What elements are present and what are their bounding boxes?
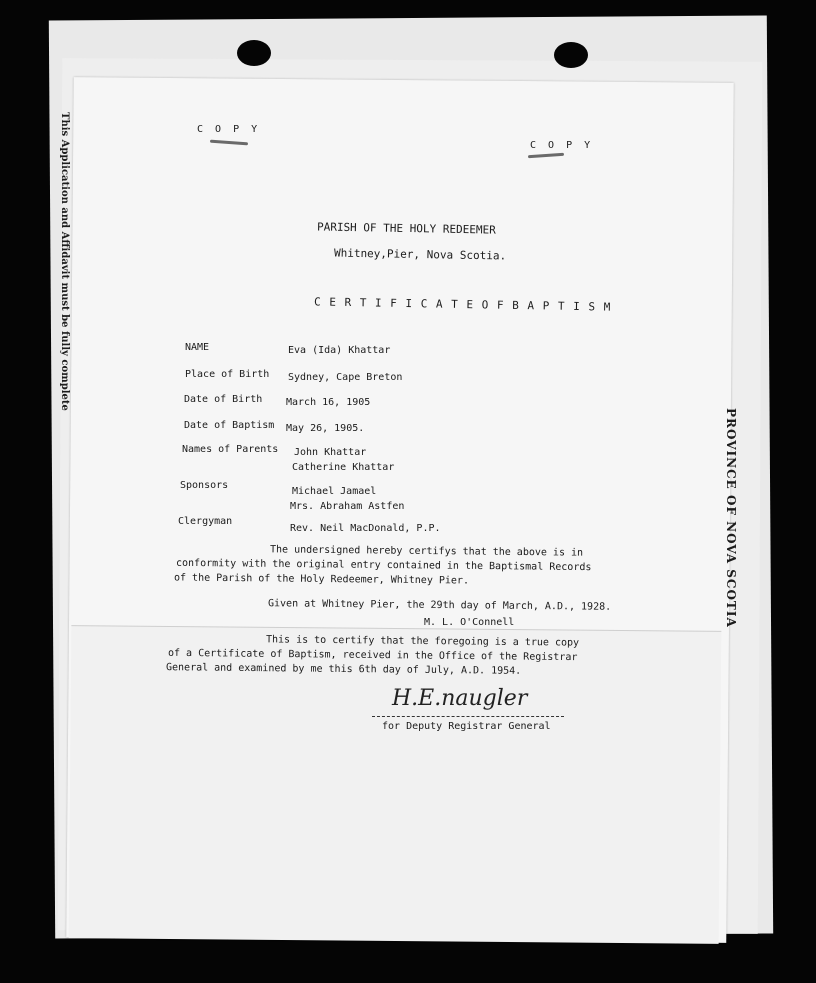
sponsors-label: Sponsors bbox=[180, 480, 229, 491]
place-of-birth-value: Sydney, Cape Breton bbox=[288, 372, 403, 383]
date-of-baptism-value: May 26, 1905. bbox=[286, 423, 365, 434]
parent-mother: Catherine Khattar bbox=[292, 462, 395, 473]
parish-signer: M. L. O'Connell bbox=[424, 617, 515, 628]
punch-hole-right bbox=[554, 42, 588, 68]
registrar-line-2: of a Certificate of Baptism, received in the Office of the Registrar bbox=[167, 647, 578, 664]
clergyman-value: Rev. Neil MacDonald, P.P. bbox=[290, 523, 441, 534]
registrar-line-1: This is to certify that the foregoing is a true copy bbox=[265, 634, 580, 649]
name-value: Eva (Ida) Khattar bbox=[288, 345, 391, 356]
certify-line-1: The undersigned hereby certifys that the above is in bbox=[269, 544, 584, 559]
parent-father: John Khattar bbox=[294, 447, 367, 458]
sponsor-two: Mrs. Abraham Astfen bbox=[290, 501, 405, 512]
name-label: NAME bbox=[185, 342, 210, 353]
sponsor-one: Michael Jamael bbox=[292, 486, 377, 497]
date-of-birth-value: March 16, 1905 bbox=[286, 397, 371, 408]
given-at-line: Given at Whitney Pier, the 29th day of March, A.D., 1928. bbox=[267, 598, 612, 613]
side-note-left: This Application and Affidavit must be fully complete bbox=[59, 112, 70, 411]
certificate-title: C E R T I F I C A T E O F B A P T I S M bbox=[313, 295, 612, 314]
parents-label: Names of Parents bbox=[182, 444, 279, 455]
date-of-baptism-label: Date of Baptism bbox=[184, 420, 275, 431]
place-of-birth-label: Place of Birth bbox=[185, 369, 270, 380]
copy-stamp-right: C O P Y bbox=[530, 140, 594, 151]
clergyman-label: Clergyman bbox=[178, 516, 233, 527]
registrar-signature: H.E.naugler bbox=[392, 686, 528, 711]
certify-line-3: of the Parish of the Holy Redeemer, Whitney Pier. bbox=[173, 572, 470, 587]
punch-hole-left bbox=[237, 40, 271, 66]
signature-caption: for Deputy Registrar General bbox=[382, 721, 551, 732]
province-side-title: PROVINCE OF NOVA SCOTIA bbox=[724, 408, 738, 628]
registrar-line-3: General and examined by me this 6th day of July, A.D. 1954. bbox=[165, 662, 522, 677]
certify-line-2: conformity with the original entry contained in the Baptismal Records bbox=[175, 557, 592, 574]
copy-stamp-left: C O P Y bbox=[197, 124, 261, 135]
parish-location: Whitney,Pier, Nova Scotia. bbox=[333, 246, 507, 263]
parish-title: PARISH OF THE HOLY REDEEMER bbox=[316, 220, 496, 237]
signature-line bbox=[372, 716, 564, 717]
date-of-birth-label: Date of Birth bbox=[184, 394, 263, 405]
